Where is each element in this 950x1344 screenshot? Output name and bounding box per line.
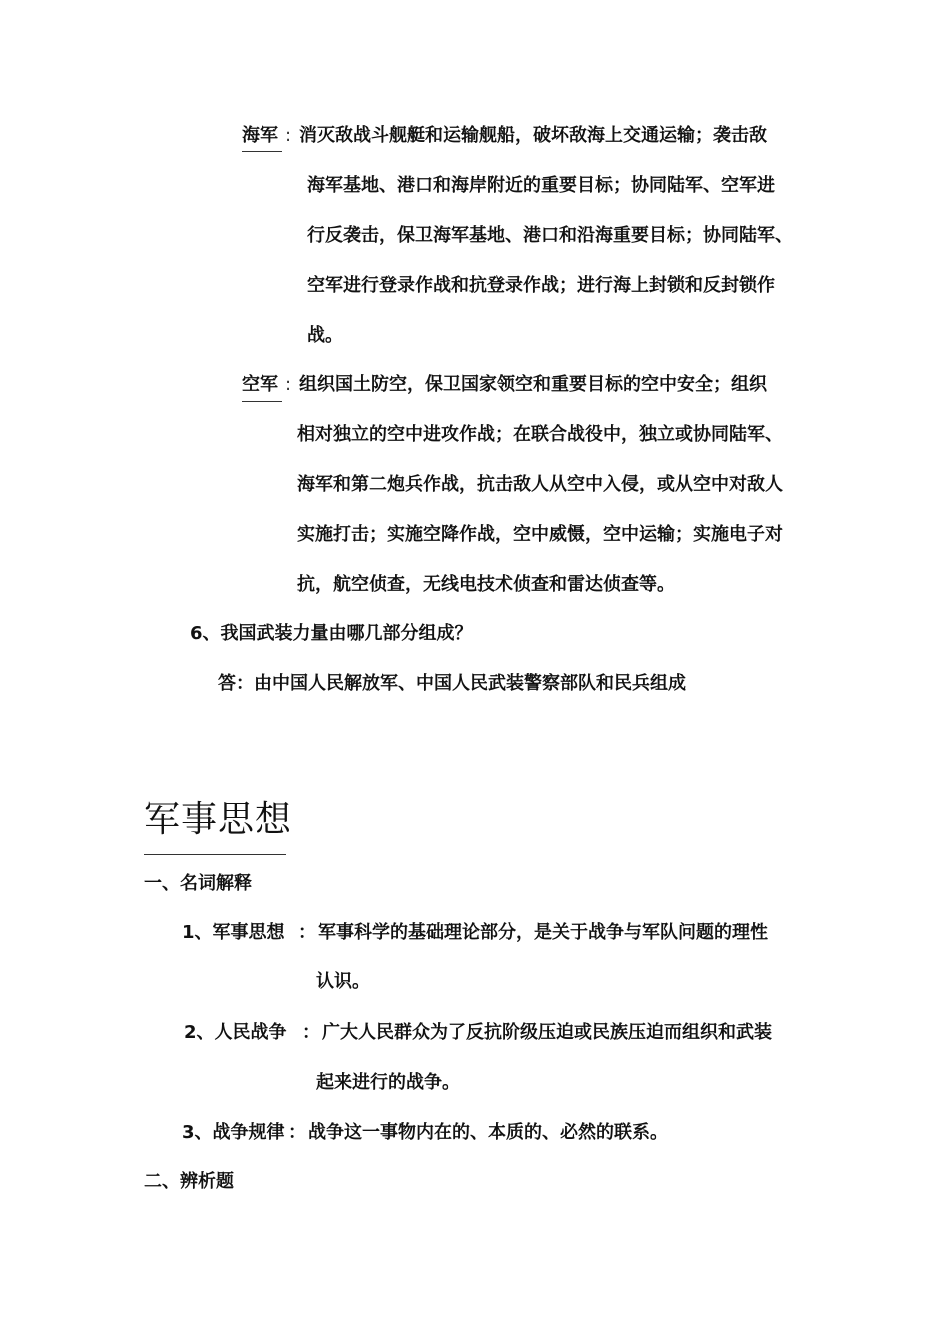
term-navy-colon: : <box>285 125 292 146</box>
airforce-line-1: 组织国土防空，保卫国家领空和重要目标的空中安全；组织 <box>299 374 767 395</box>
item-2-colon: ： <box>302 1022 320 1043</box>
item-2-line-1: 广大人民群众为了反抗阶级压迫或民族压迫而组织和武装 <box>322 1022 772 1043</box>
item-3-label: 3、战争规律 <box>182 1122 285 1143</box>
section-title-underline <box>144 854 286 855</box>
term-navy: 海军 <box>242 125 278 146</box>
navy-line-3: 行反袭击，保卫海军基地、港口和沿海重要目标；协同陆军、 <box>307 225 793 246</box>
section-title: 军事思想 <box>144 799 293 840</box>
part-2-heading: 二、辨析题 <box>144 1171 234 1192</box>
term-airforce-underline <box>242 401 282 402</box>
airforce-line-3: 海军和第二炮兵作战，抗击敌人从空中入侵，或从空中对敌人 <box>297 474 783 495</box>
item-3-line-1: 战争这一事物内在的、本质的、必然的联系。 <box>308 1122 668 1143</box>
term-navy-underline <box>242 151 282 152</box>
part-1-heading: 一、名词解释 <box>144 873 252 894</box>
navy-line-1: 消灭敌战斗舰艇和运输舰船，破坏敌海上交通运输；袭击敌 <box>299 125 767 146</box>
item-1-label: 1、军事思想 <box>182 922 285 943</box>
answer-6: 答：由中国人民解放军、中国人民武装警察部队和民兵组成 <box>218 673 686 694</box>
item-1-colon: ： <box>298 922 316 943</box>
term-airforce: 空军 <box>242 374 278 395</box>
navy-line-2: 海军基地、港口和海岸附近的重要目标；协同陆军、空军进 <box>307 175 775 196</box>
navy-line-4: 空军进行登录作战和抗登录作战；进行海上封锁和反封锁作 <box>307 275 775 296</box>
term-airforce-colon: : <box>285 374 292 395</box>
navy-line-5: 战。 <box>307 325 343 346</box>
item-1-line-1: 军事科学的基础理论部分，是关于战争与军队问题的理性 <box>318 922 768 943</box>
airforce-line-5: 抗，航空侦查，无线电技术侦查和雷达侦查等。 <box>297 574 675 595</box>
item-3-colon: ： <box>288 1122 306 1143</box>
question-6: 6、我国武装力量由哪几部分组成？ <box>190 623 473 644</box>
item-1-line-2: 认识。 <box>316 971 370 992</box>
airforce-line-4: 实施打击；实施空降作战，空中威慑，空中运输；实施电子对 <box>297 524 783 545</box>
item-2-label: 2、人民战争 <box>184 1022 287 1043</box>
item-2-line-2: 起来进行的战争。 <box>316 1072 460 1093</box>
airforce-line-2: 相对独立的空中进攻作战；在联合战役中，独立或协同陆军、 <box>297 424 783 445</box>
